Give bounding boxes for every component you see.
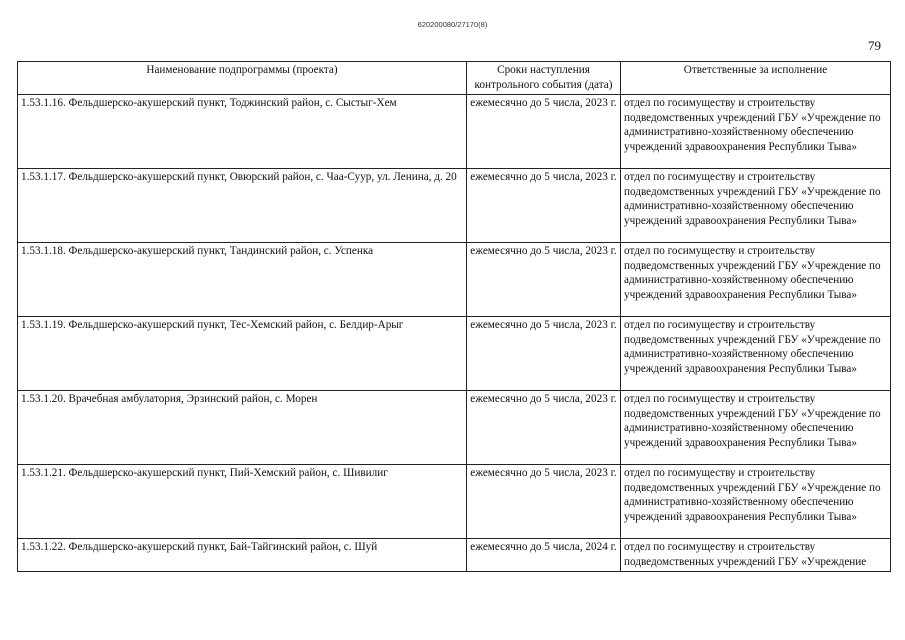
row-term: ежемесячно до 5 числа, 2024 г. [467,539,621,572]
table-row [18,465,891,539]
row-name: 1.53.1.17. Фельдшерско-акушерский пункт, Овюрский район, с. Чаа-Суур, ул. Ленина, д. 20 [18,169,467,243]
header-term: Сроки наступления контрольного события (дата) [467,62,621,95]
row-responsible: отдел по госимуществу и строительству подведомственных учреждений ГБУ «Учреждение по административно-хозяйственному обеспечению учреждений здравоохранения Республики Тыва» [621,95,891,169]
row-name: 1.53.1.16. Фельдшерско-акушерский пункт, Тоджинский район, с. Сыстыг-Хем [18,95,467,169]
table-header-row [18,62,891,95]
row-name: 1.53.1.21. Фельдшерско-акушерский пункт, Пий-Хемский район, с. Шивилиг [18,465,467,539]
document-id: 620200080/27170(8) [417,20,488,29]
page-number: 79 [868,38,881,53]
row-responsible: отдел по госимуществу и строительству подведомственных учреждений ГБУ «Учреждение по административно-хозяйственному обеспечению учреждений здравоохранения Республики Тыва» [621,243,891,317]
table-row [18,317,891,391]
row-term: ежемесячно до 5 числа, 2023 г. [467,317,621,391]
row-responsible: отдел по госимуществу и строительству подведомственных учреждений ГБУ «Учреждение по административно-хозяйственному обеспечению учреждений здравоохранения Республики Тыва» [621,391,891,465]
header-name: Наименование подпрограммы (проекта) [18,62,467,95]
table-row [18,243,891,317]
row-term: ежемесячно до 5 числа, 2023 г. [467,169,621,243]
row-name: 1.53.1.18. Фельдшерско-акушерский пункт, Тандинский район, с. Успенка [18,243,467,317]
header-responsible: Ответственные за исполнение [621,62,891,95]
control-events-table [17,61,891,572]
row-term: ежемесячно до 5 числа, 2023 г. [467,465,621,539]
row-responsible: отдел по госимуществу и строительству подведомственных учреждений ГБУ «Учреждение [621,539,891,572]
table-row [18,391,891,465]
row-responsible: отдел по госимуществу и строительству подведомственных учреждений ГБУ «Учреждение по административно-хозяйственному обеспечению учреждений здравоохранения Республики Тыва» [621,169,891,243]
row-term: ежемесячно до 5 числа, 2023 г. [467,95,621,169]
row-responsible: отдел по госимуществу и строительству подведомственных учреждений ГБУ «Учреждение по административно-хозяйственному обеспечению учреждений здравоохранения Республики Тыва» [621,317,891,391]
row-name: 1.53.1.20. Врачебная амбулатория, Эрзинский район, с. Морен [18,391,467,465]
row-name: 1.53.1.19. Фельдшерско-акушерский пункт, Тес-Хемский район, с. Белдир-Арыг [18,317,467,391]
row-responsible: отдел по госимуществу и строительству подведомственных учреждений ГБУ «Учреждение по административно-хозяйственному обеспечению учреждений здравоохранения Республики Тыва» [621,465,891,539]
table-row [18,169,891,243]
row-term: ежемесячно до 5 числа, 2023 г. [467,391,621,465]
row-name: 1.53.1.22. Фельдшерско-акушерский пункт, Бай-Тайгинский район, с. Шуй [18,539,467,572]
table-row [18,95,891,169]
row-term: ежемесячно до 5 числа, 2023 г. [467,243,621,317]
table-row [18,539,891,572]
